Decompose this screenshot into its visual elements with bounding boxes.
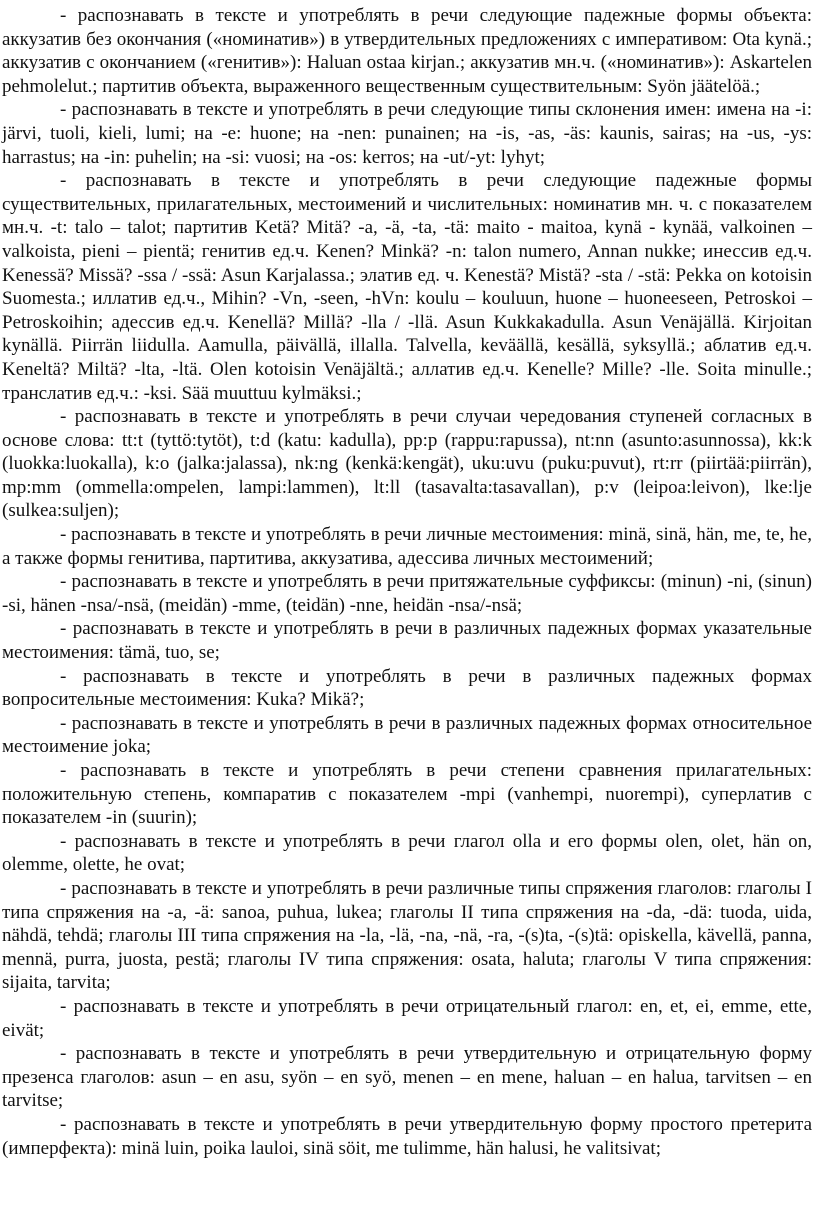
paragraph-comparison-degrees: - распознавать в тексте и употреблять в речи степени сравнения прилагательных: положительную степень, компаратив с показателем -mpi (vanhempi, nuorempi), суперлатив с показателем -in (suurin); [2,760,812,829]
paragraph-relative-pronoun: - распознавать в тексте и употреблять в речи в различных падежных формах относительное местоимение joka; [2,712,812,758]
paragraph-declension-types: - распознавать в тексте и употреблять в речи следующие типы склонения имен: имена на -i: järvi, tuoli, kieli, lumi; на -e: huone; на -nen: punainen; на -is, -as, -äs: kaunis, sairas; на -us, -ys: harrastus; на -in: puhelin; на -si: vuosi; на -os: kerros; на -ut/-yt: lyhyt; [2,99,812,168]
paragraph-negative-verb: - распознавать в тексте и употреблять в речи отрицательный глагол: en, et, ei, emme, ette, eivät; [2,995,812,1041]
paragraph-verb-conjugation-types: - распознавать в тексте и употреблять в речи различные типы спряжения глаголов: глаголы I типа спряжения на -a, -ä: sanoa, puhua, lukea; глаголы II типа спряжения на -da, -dä: tuoda, uida, nähdä, tehdä; глаголы III типа спряжения на -la, -lä, -na, -nä, -ra, -(s)ta, -(s)tä: opiskella, kävellä, panna, mennä, purra, juosta, pestä; глаголы IV типа спряжения: osata, haluta; глаголы V типа спряжения: sijaita, tarvita; [2,877,812,994]
paragraph-object-case-forms: - распознавать в тексте и употреблять в речи следующие падежные формы объекта: аккузатив без окончания («номинатив») в утвердительных предложениях с императивом: Ota kynä.; аккузатив с окончанием («генитив»): Haluan ostaa kirjan.; аккузатив мн.ч. («номинатив»): Askartelen pehmolelut.; партитив объекта, выраженного вещественным существительным: Syön jäätelöä.; [2,5,812,97]
paragraph-verb-olla: - распознавать в тексте и употреблять в речи глагол olla и его формы olen, olet, hän on, olemme, olette, he ovat; [2,830,812,876]
paragraph-case-forms: - распознавать в тексте и употреблять в речи следующие падежные формы существительных, прилагательных, местоимений и числительных: номинатив мн. ч. с показателем мн.ч. -t: talo – talot; партитив Ketä? Mitä? -a, -ä, -ta, -tä: maito - maitoa, kynä - kynää, valkoinen – valkoista, pieni – pientä; генитив ед.ч. Kenen? Minkä? -n: talon numero, Annan nukke; инессив ед.ч. Kenessä? Missä? -ssa / -ssä: Asun Karjalassa.; элатив ед. ч. Kenestä? Mistä? -sta / -stä: Pekka on kotoisin Suomesta.; иллатив ед.ч., Mihin? -Vn, -seen, -hVn: koulu – kouluun, huone – huoneeseen, Petroskoi – Petroskoihin; адессив ед.ч. Kenellä? Millä? -lla / -llä. Asun Kukkakadulla. Asun Venäjällä. Kirjoitan kynällä. Piirrän liidulla. Aamulla, päivällä, illalla. Talvella, keväällä, kesällä, syksyllä.; аблатив ед.ч. Keneltä? Miltä? -lta, -ltä. Olen kotoisin Venäjältä.; аллатив ед.ч. Kenelle? Mille? -lle. Soita minulle.; транслатив ед.ч.: -ksi. Sää muuttuu kylmäksi.; [2,170,812,404]
paragraph-demonstrative-pronouns: - распознавать в тексте и употреблять в речи в различных падежных формах указательные местоимения: tämä, tuo, se; [2,618,812,664]
paragraph-present-tense: - распознавать в тексте и употреблять в речи утвердительную и отрицательную форму презенса глаголов: asun – en asu, syön – en syö, menen – en mene, haluan – en halua, tarvitsen – en tarvitse; [2,1043,812,1112]
paragraph-personal-pronouns: - распознавать в тексте и употреблять в речи личные местоимения: minä, sinä, hän, me, te, he, а также формы генитива, партитива, аккузатива, адессива личных местоимений; [2,524,812,569]
paragraph-consonant-gradation: - распознавать в тексте и употреблять в речи случаи чередования ступеней согласных в основе слова: tt:t (tyttö:tytöt), t:d (katu: kadulla), pp:p (rappu:rapussa), nt:nn (asunto:asunnossa), kk:k (luokka:luokalla), k:o (jalka:jalassa), nk:ng (kenkä:kengät), uku:uvu (puku:puvut), rt:rr (piirtää:piirrän), mp:mm (ommella:ompelen, lampi:lammen), lt:ll (tasavalta:tasavallan), p:v (leipoa:leivon), lke:lje (sulkea:suljen); [2,406,812,522]
paragraph-simple-past: - распознавать в тексте и употреблять в речи утвердительную форму простого претерита (имперфекта): minä luin, poika lauloi, sinä söit, me tulimme, hän halusi, he valitsivat; [2,1113,812,1159]
paragraph-interrogative-pronouns: - распознавать в тексте и употреблять в речи в различных падежных формах вопросительные местоимения: Kuka? Mikä?; [2,665,812,711]
paragraph-possessive-suffixes: - распознавать в тексте и употреблять в речи притяжательные суффиксы: (minun) -ni, (sinun) -si, hänen -nsa/-nsä, (meidän) -mme, (teidän) -nne, heidän -nsa/-nsä; [2,571,812,616]
